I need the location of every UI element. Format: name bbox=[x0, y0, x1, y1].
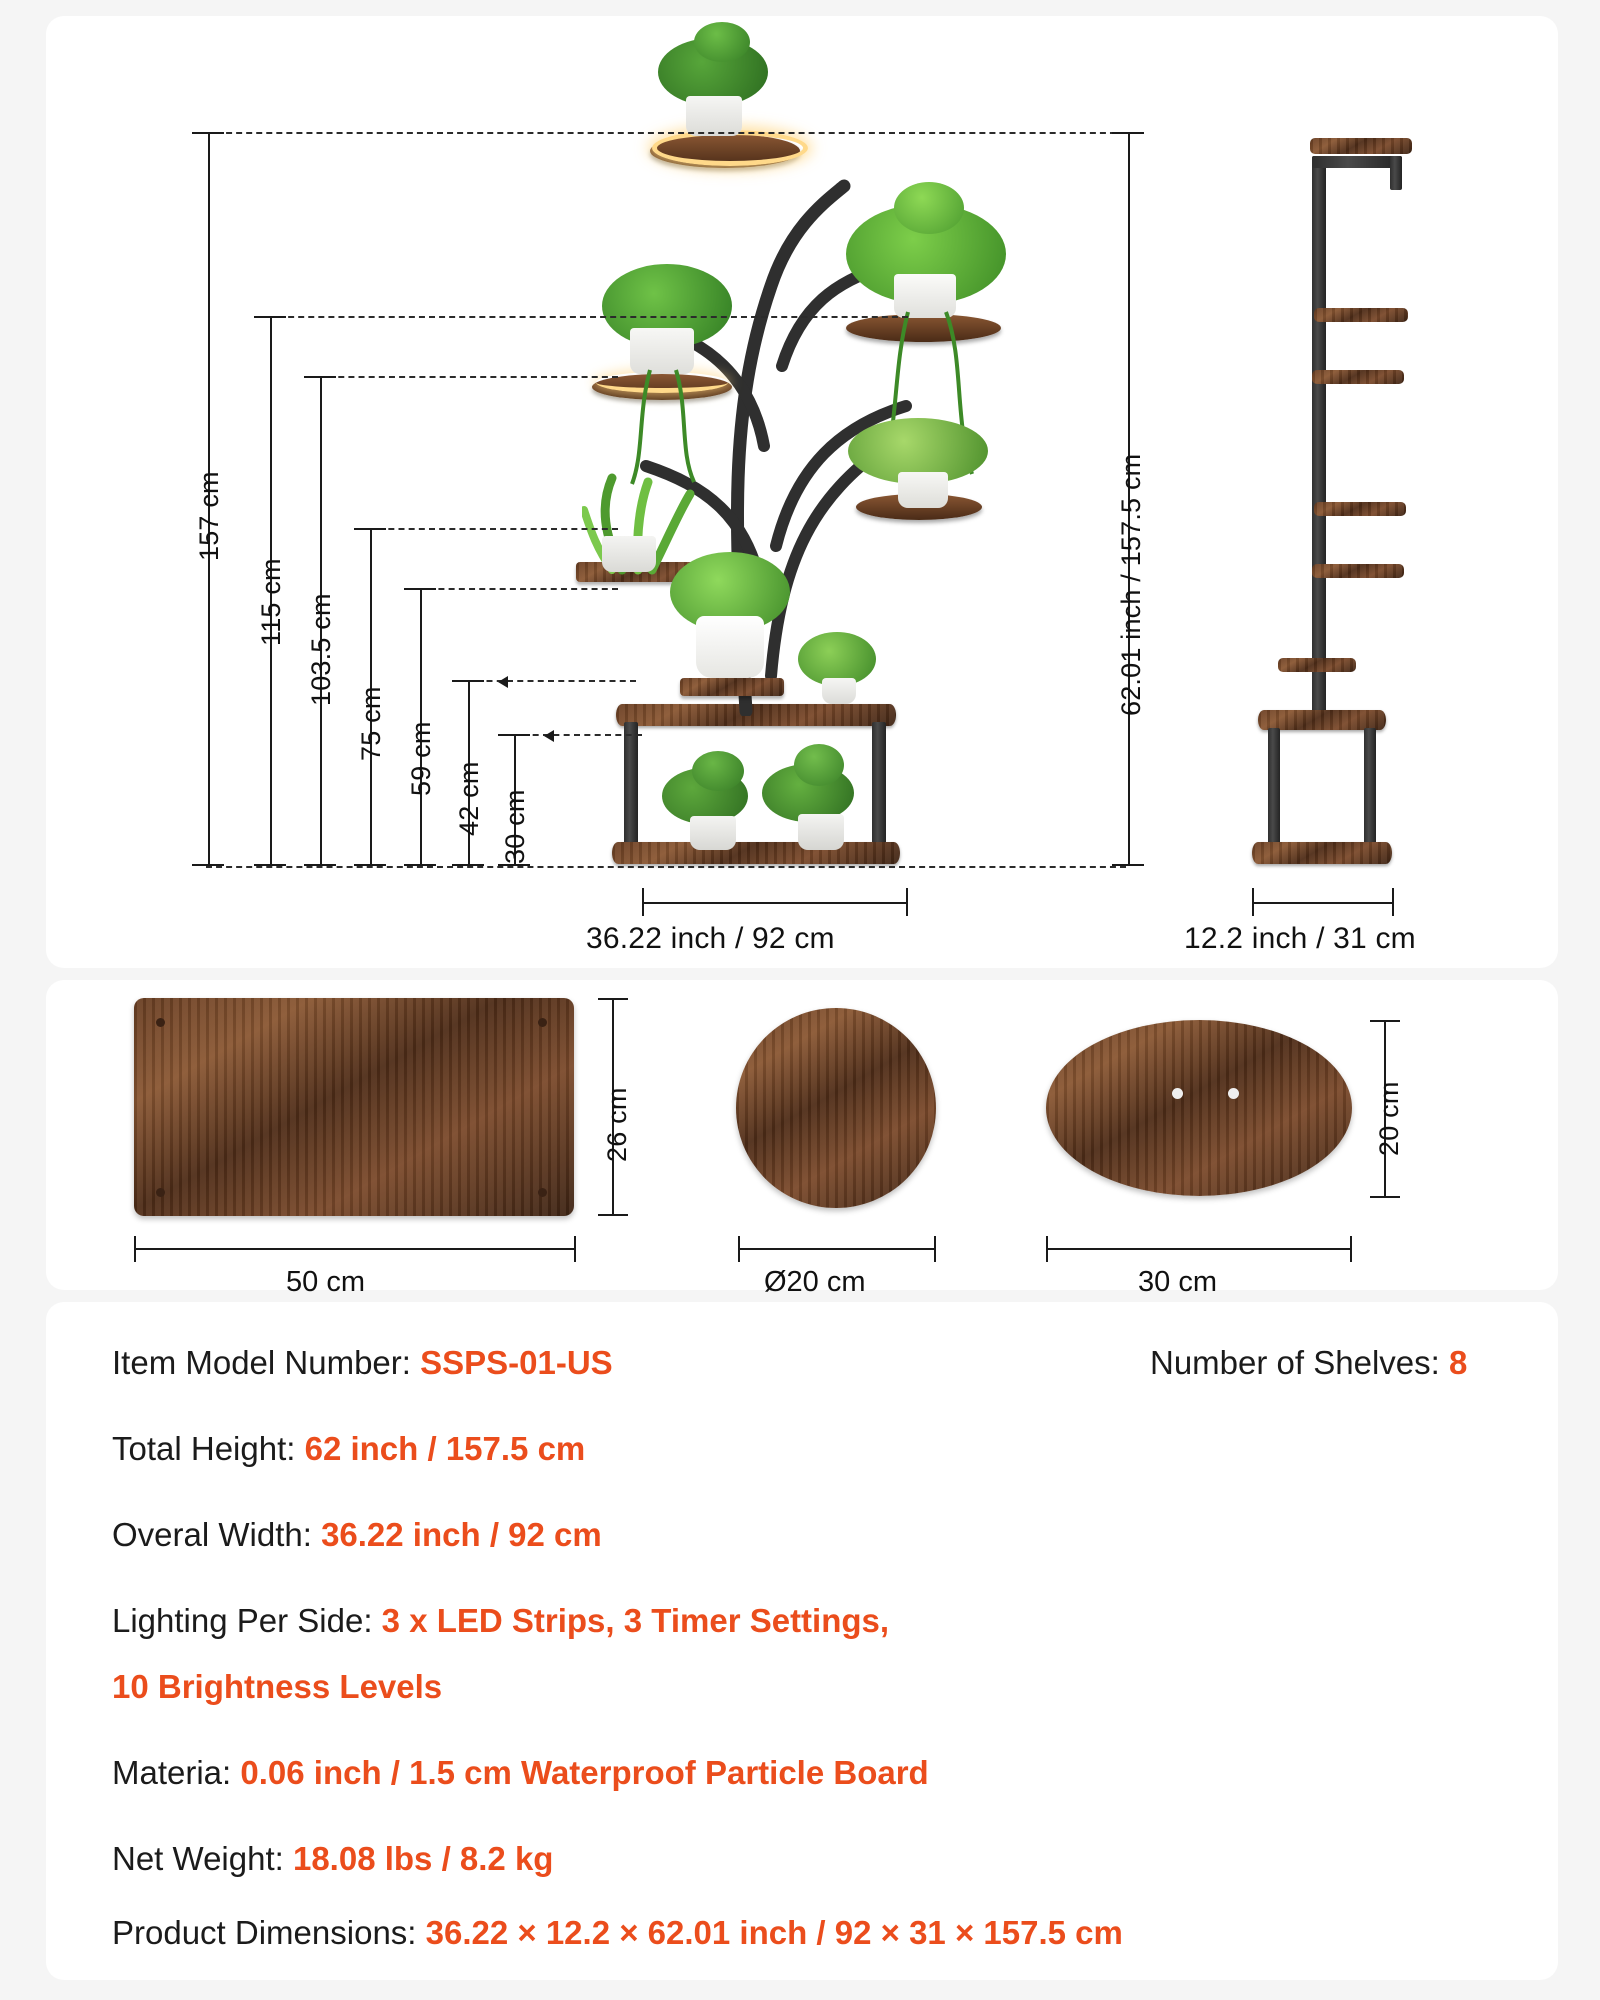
spec-label-lighting: Lighting Per Side: bbox=[112, 1602, 382, 1639]
spec-material bbox=[112, 1754, 929, 1792]
dim-label-total-height: 62.01 inch / 157.5 cm bbox=[1116, 453, 1146, 716]
spec-label-net-weight: Net Weight: bbox=[112, 1840, 293, 1877]
dim-label-front-width: 36.22 inch / 92 cm bbox=[586, 922, 835, 955]
spec-label-model: Item Model Number: bbox=[112, 1344, 421, 1381]
spec-value-net-weight: 18.08 lbs / 8.2 kg bbox=[292, 1840, 554, 1877]
dim-label-42: 42 cm bbox=[454, 761, 484, 836]
dimline-rect-width bbox=[134, 1248, 576, 1250]
leader-59 bbox=[418, 588, 618, 590]
side-top-drop bbox=[1390, 156, 1402, 190]
leader-30 bbox=[512, 734, 642, 736]
spec-value-model: SSPS-01-US bbox=[420, 1344, 613, 1381]
leader-115 bbox=[268, 316, 908, 318]
spec-value-brightness: 10 Brightness Levels bbox=[112, 1668, 443, 1705]
leader-103 bbox=[318, 376, 618, 378]
dim-label-157: 157 cm bbox=[194, 471, 224, 561]
leader-base bbox=[206, 866, 1126, 868]
cabinet-leg-right bbox=[872, 722, 886, 852]
spec-label-overall-width: Overal Width: bbox=[112, 1516, 322, 1553]
spec-label-product-dimensions: Product Dimensions: bbox=[112, 1914, 426, 1951]
side-shelf-top bbox=[1310, 138, 1412, 154]
side-shelf-3 bbox=[1312, 370, 1404, 384]
dimline-oval-width bbox=[1046, 1248, 1352, 1250]
spec-value-total-height: 62 inch / 157.5 cm bbox=[304, 1430, 586, 1467]
side-cabinet-leg-right bbox=[1364, 728, 1376, 852]
side-top-arm bbox=[1312, 156, 1402, 168]
dim-label-59: 59 cm bbox=[406, 721, 436, 796]
dim-label-75: 75 cm bbox=[356, 686, 386, 761]
dimline-round-width bbox=[738, 1248, 936, 1250]
spec-value-product-dimensions: 36.22 × 12.2 × 62.01 inch / 92 × 31 × 157.5 cm bbox=[425, 1914, 1123, 1951]
dim-label-30: 30 cm bbox=[500, 789, 530, 864]
dim-label-103: 103.5 cm bbox=[306, 593, 336, 706]
spec-value-lighting: 3 x LED Strips, 3 Timer Settings, bbox=[381, 1602, 890, 1639]
spec-number-of-shelves bbox=[1150, 1344, 1467, 1382]
spec-product-dimensions bbox=[112, 1914, 1123, 1952]
dimline-front-width bbox=[642, 902, 908, 904]
spec-value-overall-width: 36.22 inch / 92 cm bbox=[321, 1516, 602, 1553]
dim-label-rect-height: 26 cm bbox=[602, 1087, 632, 1162]
parts-panel bbox=[46, 980, 1558, 1298]
cabinet-leg-left bbox=[624, 722, 638, 852]
dim-label-115: 115 cm bbox=[256, 558, 286, 646]
side-cabinet-top bbox=[1258, 710, 1386, 730]
spec-label-shelves: Number of Shelves: bbox=[1150, 1344, 1449, 1381]
spec-model-number bbox=[112, 1344, 613, 1382]
dim-label-side-width: 12.2 inch / 31 cm bbox=[1184, 922, 1416, 955]
leader-42 bbox=[466, 680, 636, 682]
dim-label-rect-width: 50 cm bbox=[286, 1266, 365, 1298]
dim-label-oval-height: 20 cm bbox=[1374, 1081, 1404, 1156]
spec-label-total-height: Total Height: bbox=[112, 1430, 305, 1467]
dimline-side-width bbox=[1252, 902, 1394, 904]
spec-lighting-continued bbox=[112, 1668, 442, 1706]
side-shelf-5 bbox=[1312, 564, 1404, 578]
spec-value-shelves: 8 bbox=[1448, 1344, 1468, 1381]
main-drawing-panel bbox=[46, 16, 1558, 968]
side-cabinet-leg-left bbox=[1268, 728, 1280, 852]
spec-label-material: Materia: bbox=[112, 1754, 241, 1791]
side-cabinet-bottom bbox=[1252, 842, 1392, 864]
leader-157 bbox=[206, 132, 1126, 134]
specifications-panel bbox=[46, 1302, 1558, 1980]
side-shelf-4 bbox=[1314, 502, 1406, 516]
spec-total-height bbox=[112, 1430, 585, 1468]
dim-label-round-width: Ø20 cm bbox=[764, 1266, 866, 1298]
spec-lighting bbox=[112, 1602, 889, 1640]
leader-75 bbox=[368, 528, 618, 530]
spec-value-material: 0.06 inch / 1.5 cm Waterproof Particle Board bbox=[240, 1754, 929, 1791]
side-shelf-6 bbox=[1278, 658, 1356, 672]
spec-net-weight bbox=[112, 1840, 553, 1878]
dim-label-oval-width: 30 cm bbox=[1138, 1266, 1217, 1298]
spec-overall-width bbox=[112, 1516, 602, 1554]
side-shelf-2 bbox=[1314, 308, 1408, 322]
side-post bbox=[1312, 156, 1326, 716]
cabinet-bottom-board bbox=[612, 842, 900, 864]
